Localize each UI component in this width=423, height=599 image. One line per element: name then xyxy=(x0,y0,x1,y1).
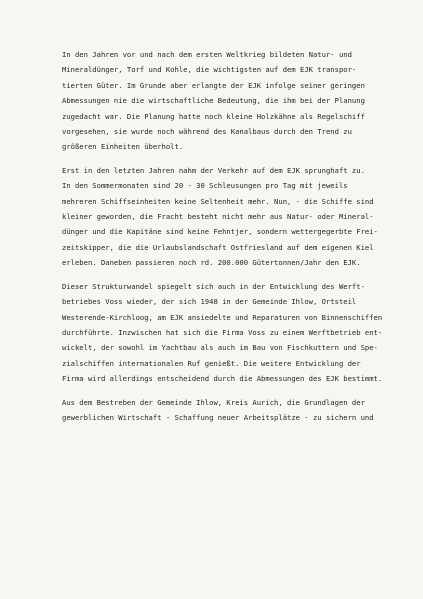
paragraph-4 xyxy=(62,395,402,426)
text-line: Aus dem Bestreben der Gemeinde Ihlow, Kreis Aurich, die Grundlagen der xyxy=(62,397,365,407)
text-line: mehreren Schiffseinheiten keine Seltenheit mehr. Nun, - die Schiffe sind xyxy=(62,196,374,206)
text-line: zialschiffen internationalen Ruf genießt. Die weitere Entwicklung der xyxy=(62,358,361,368)
text-line: In den Sommermonaten sind 20 - 30 Schleusungen pro Tag mit jeweils xyxy=(62,181,348,191)
body-text xyxy=(62,47,402,425)
text-line: Dieser Strukturwandel spiegelt sich auch in der Entwicklung des Werft- xyxy=(62,281,365,291)
text-line: zeitskipper, die die Urlaubslandschaft Ostfriesland auf dem eigenen Kiel xyxy=(62,242,374,252)
text-line: wickelt, der sowohl im Yachtbau als auch im Bau von Fischkuttern und Spe- xyxy=(62,343,378,353)
text-line: größeren Einheiten überholt. xyxy=(62,142,184,152)
text-line: Erst in den letzten Jahren nahm der Verkehr auf dem EJK sprunghaft zu. xyxy=(62,165,365,175)
text-line: Abmessungen nie die wirtschaftliche Bedeutung, die ihm bei der Planung xyxy=(62,96,365,106)
text-line: betriebes Voss wieder, der sich 1948 in der Gemeinde Ihlow, Ortsteil xyxy=(62,297,357,307)
text-line: Firma wird allerdings entscheidend durch die Abmessungen des EJK bestimmt. xyxy=(62,374,383,384)
paragraph-3 xyxy=(62,279,402,387)
text-line: In den Jahren vor und nach dem ersten Weltkrieg bildeten Natur- und xyxy=(62,50,352,59)
text-line: Mineraldünger, Torf und Kohle, die wichtigsten auf dem EJK transpor- xyxy=(62,65,357,75)
text-line: Westerende-Kirchloog, am EJK ansiedelte und Reparaturen von Binnenschiffen xyxy=(62,312,383,322)
paragraph-1 xyxy=(62,47,402,155)
text-line: erleben. Daneben passieren noch rd. 200.000 Gütertonnen/Jahr den EJK. xyxy=(62,258,361,268)
text-line: zugedacht war. Die Planung hatte noch kleine Holzkähne als Regelschiff xyxy=(62,111,365,121)
text-line: kleiner geworden, die Fracht besteht nicht mehr aus Natur- oder Mineral- xyxy=(62,212,374,222)
text-line: vorgesehen, sie wurde noch während des Kanalbaus durch den Trend zu xyxy=(62,127,352,137)
text-line: gewerblichen Wirtschaft - Schaffung neuer Arbeitsplätze - zu sichern und xyxy=(62,412,374,422)
text-line: durchführte. Inzwischen hat sich die Firma Voss zu einem Werftbetrieb ent- xyxy=(62,327,383,337)
paragraph-2 xyxy=(62,163,402,271)
text-line: tierten Güter. Im Grunde aber erlangte der EJK infolge seiner geringen xyxy=(62,80,365,90)
text-line: dünger und die Kapitäne sind keine Fehntjer, sondern wettergegerbte Frei- xyxy=(62,227,378,237)
